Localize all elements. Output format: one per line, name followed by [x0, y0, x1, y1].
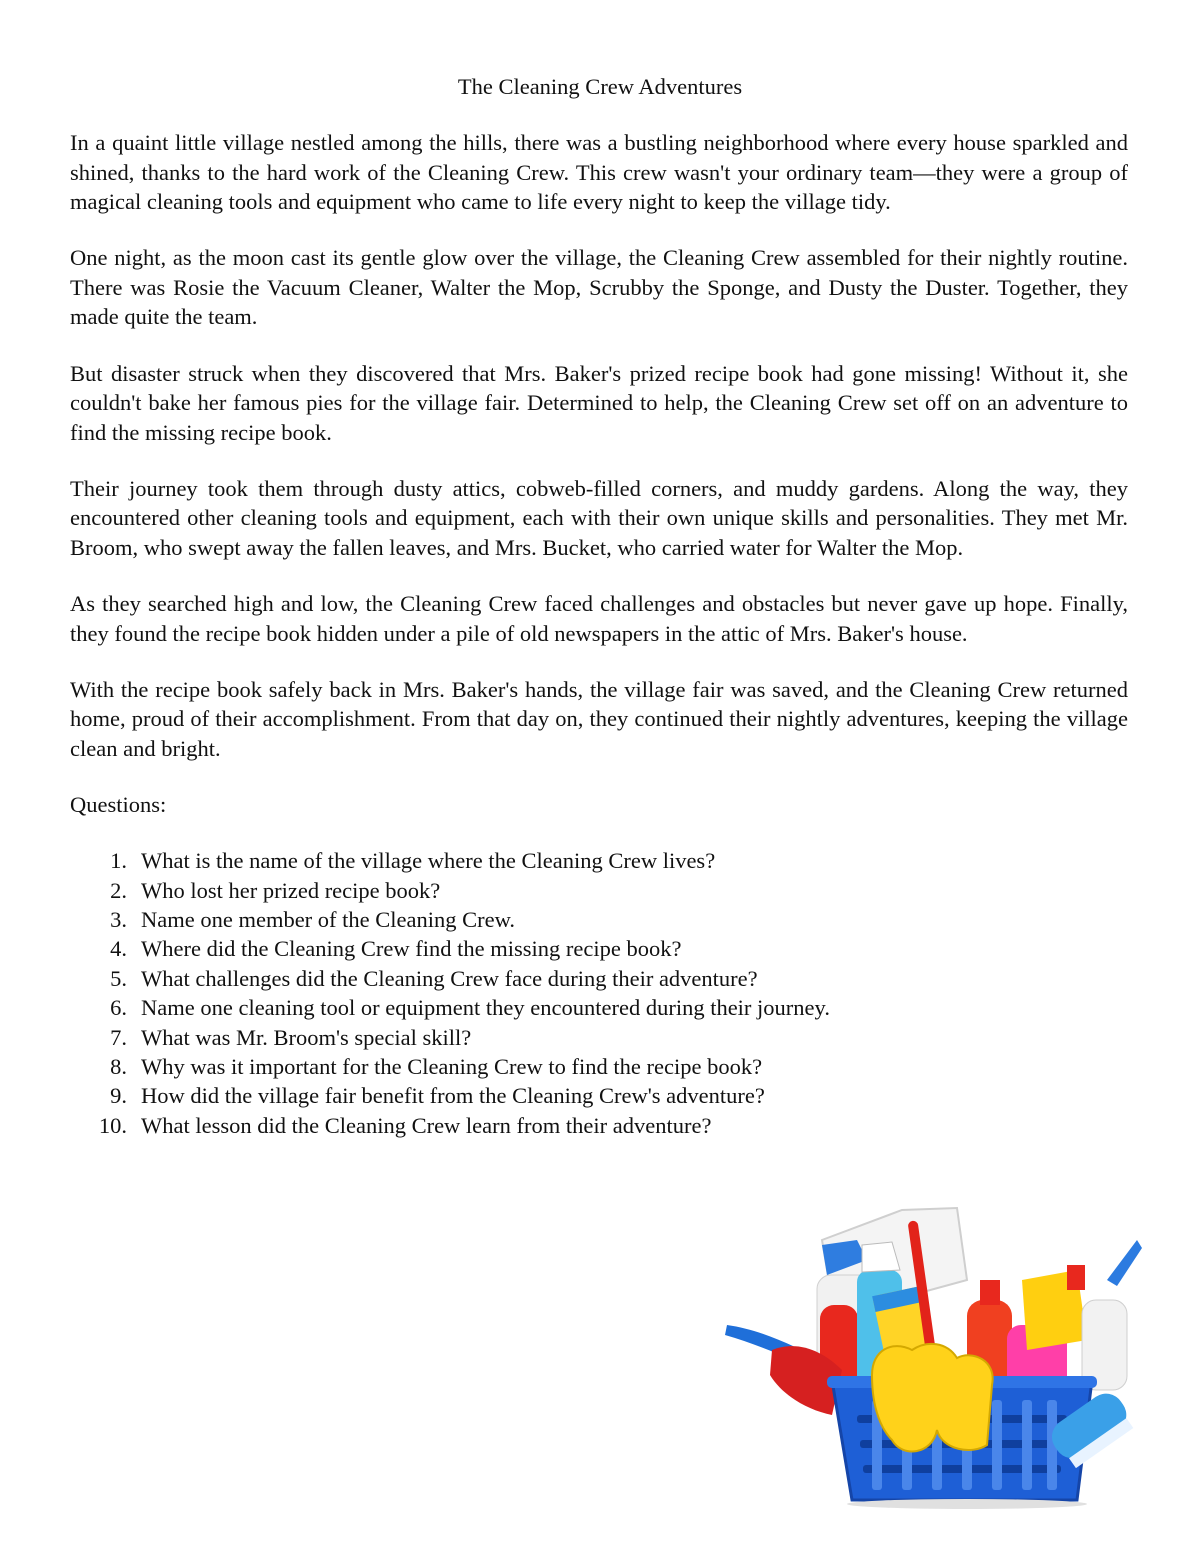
question-text: Where did the Cleaning Crew find the missing recipe book? [141, 936, 682, 962]
question-text: Why was it important for the Cleaning Crew to find the recipe book? [141, 1054, 763, 1080]
question-number: 5. [110, 965, 127, 991]
question-item [70, 876, 1128, 905]
question-item [70, 993, 1128, 1022]
question-number: 10. [98, 1112, 127, 1138]
story-body [70, 128, 1128, 1140]
question-text: Name one member of the Cleaning Crew. [141, 907, 516, 932]
question-number: 7. [110, 1024, 127, 1050]
story-paragraph-5: As they searched high and low, the Cleaning Crew faced challenges and obstacles but never gave up hope. Finally, they found the recipe book hidden under a pile of old newspapers in the attic of Mrs. Baker's house. [70, 591, 1128, 646]
question-number: 9. [110, 1083, 127, 1109]
cleaning-supplies-basket-icon [722, 1200, 1142, 1510]
page-title: The Cleaning Crew Adventures [457, 74, 743, 99]
question-text: Who lost her prized recipe book? [141, 877, 441, 903]
questions-list [70, 846, 1128, 1140]
question-item [70, 1111, 1128, 1140]
question-item [70, 964, 1128, 993]
question-text: What challenges did the Cleaning Crew face during their adventure? [141, 965, 758, 991]
question-item [70, 1023, 1128, 1052]
questions-heading: Questions: [70, 792, 167, 818]
question-item [70, 846, 1128, 875]
question-item [70, 1052, 1128, 1081]
question-text: What lesson did the Cleaning Crew learn from their adventure? [141, 1112, 712, 1138]
question-item [70, 934, 1128, 963]
question-text: What is the name of the village where the Cleaning Crew lives? [141, 848, 716, 874]
question-number: 2. [110, 877, 127, 903]
story-paragraph-6: With the recipe book safely back in Mrs. Baker's hands, the village fair was saved, and the Cleaning Crew returned home, proud of their accomplishment. From that day on, they continued their nightly adventures, keeping the village clean and bright. [70, 676, 1128, 761]
question-number: 3. [110, 907, 127, 932]
question-number: 6. [110, 995, 127, 1021]
question-number: 8. [110, 1054, 127, 1080]
question-text: What was Mr. Broom's special skill? [141, 1024, 472, 1050]
story-paragraph-3: But disaster struck when they discovered that Mrs. Baker's prized recipe book had gone missing! Without it, she couldn't bake her famous pies for the village fair. Determined to help, the Cleaning Crew set off on an adventure to find the missing recipe book. [70, 360, 1128, 445]
question-number: 4. [110, 936, 127, 962]
question-text: How did the village fair benefit from the Cleaning Crew's adventure? [141, 1083, 765, 1109]
story-paragraph-2: One night, as the moon cast its gentle glow over the village, the Cleaning Crew assembled for their nightly routine. There was Rosie the Vacuum Cleaner, Walter the Mop, Scrubby the Sponge, and Dusty the Duster. Together, they made quite the team. [70, 245, 1128, 330]
story-paragraph-1: In a quaint little village nestled among the hills, there was a bustling neighborhood where every house sparkled and shined, thanks to the hard work of the Cleaning Crew. This crew wasn't your ordinary team—they were a group of magical cleaning tools and equipment who came to life every night to keep the village tidy. [70, 130, 1128, 215]
question-item [70, 905, 1128, 934]
question-item [70, 1081, 1128, 1110]
question-text: Name one cleaning tool or equipment they encountered during their journey. [141, 995, 830, 1021]
question-number: 1. [110, 848, 127, 874]
story-paragraph-4: Their journey took them through dusty attics, cobweb-filled corners, and muddy gardens. Along the way, they encountered other cleaning tools and equipment, each with their own unique skills and personalities. They met Mr. Broom, who swept away the fallen leaves, and Mrs. Bucket, who carried water for Walter the Mop. [70, 475, 1128, 561]
